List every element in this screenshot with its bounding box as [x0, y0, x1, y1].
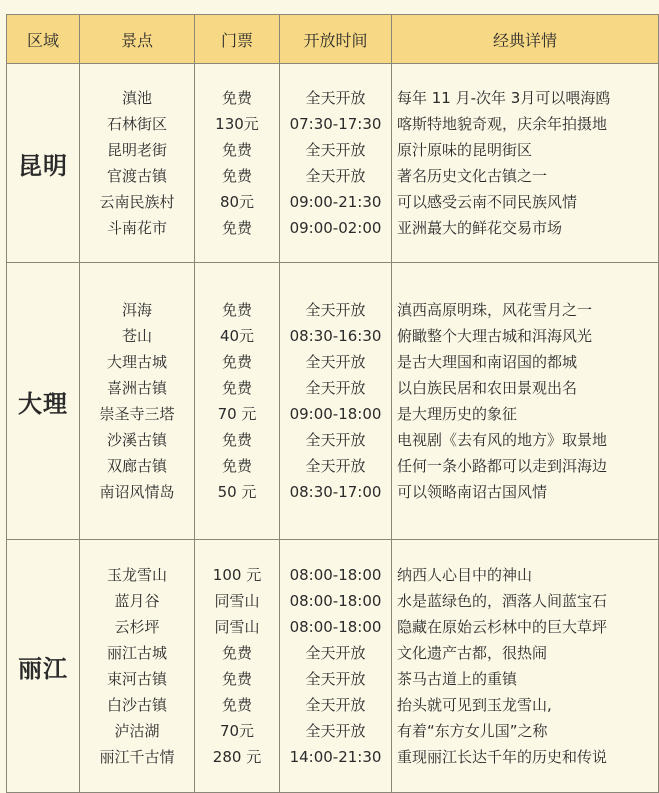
detail-cell	[392, 263, 659, 540]
spot-name: 云南民族村	[99, 193, 175, 211]
hours-cell	[280, 540, 392, 793]
ticket-price: 免费	[221, 141, 252, 159]
ticket-price: 同雪山	[214, 618, 260, 636]
hours-cell	[280, 263, 392, 540]
opening-hours: 09:00-21:30	[289, 193, 382, 211]
opening-hours: 全天开放	[305, 167, 366, 185]
opening-hours: 08:30-17:00	[289, 483, 382, 501]
region-kunming-row	[7, 64, 659, 263]
ticket-price: 免费	[221, 457, 252, 475]
opening-hours: 全天开放	[305, 644, 366, 662]
spot-name: 洱海	[121, 301, 152, 319]
spot-name: 沙溪古镇	[106, 431, 167, 449]
region-name: 昆明	[7, 64, 80, 263]
opening-hours: 09:00-02:00	[289, 219, 382, 237]
ticket-cell	[195, 540, 280, 793]
ticket-price: 免费	[221, 696, 252, 714]
region-dali-row	[7, 263, 659, 540]
ticket-price: 免费	[221, 219, 252, 237]
spot-name: 泸沽湖	[114, 722, 160, 740]
opening-hours: 全天开放	[305, 457, 366, 475]
ticket-price: 70元	[219, 722, 255, 740]
spot-name: 苍山	[121, 327, 152, 345]
ticket-price: 130元	[215, 115, 259, 133]
spot-detail: 滇西高原明珠，风花雪月之一	[397, 301, 593, 319]
ticket-price: 免费	[221, 301, 252, 319]
opening-hours: 全天开放	[305, 431, 366, 449]
opening-hours: 全天开放	[305, 670, 366, 688]
ticket-price: 100 元	[212, 566, 262, 584]
spot-name: 丽江千古情	[99, 748, 175, 766]
region-name: 大理	[7, 263, 80, 540]
ticket-price: 免费	[221, 670, 252, 688]
header-spot: 景点	[80, 15, 195, 64]
spot-detail: 抬头就可见到玉龙雪山,	[397, 696, 552, 714]
header-detail: 经典详情	[392, 15, 659, 64]
spot-name: 束河古镇	[106, 670, 167, 688]
spot-detail: 电视剧《去有风的地方》取景地	[397, 431, 608, 449]
spot-detail: 每年 11 月-次年 3月可以喂海鸥	[397, 89, 611, 107]
opening-hours: 07:30-17:30	[289, 115, 382, 133]
spot-name: 崇圣寺三塔	[99, 405, 175, 423]
spot-detail: 茶马古道上的重镇	[397, 670, 518, 688]
detail-cell	[392, 64, 659, 263]
spot-detail: 可以领略南诏古国风情	[397, 483, 548, 501]
ticket-price: 50 元	[217, 483, 257, 501]
opening-hours: 全天开放	[305, 301, 366, 319]
header-ticket: 门票	[195, 15, 280, 64]
spot-detail: 水是蓝绿色的，酒落人间蓝宝石	[397, 592, 608, 610]
attractions-table	[6, 14, 659, 793]
spot-detail: 隐藏在原始云杉林中的巨大草坪	[397, 618, 608, 636]
ticket-cell	[195, 263, 280, 540]
opening-hours: 全天开放	[305, 696, 366, 714]
opening-hours: 14:00-21:30	[289, 748, 382, 766]
spot-name: 石林街区	[106, 115, 167, 133]
ticket-price: 免费	[221, 644, 252, 662]
spot-detail: 是大理历史的象征	[397, 405, 518, 423]
ticket-price: 免费	[221, 167, 252, 185]
ticket-price: 40元	[219, 327, 255, 345]
opening-hours: 全天开放	[305, 89, 366, 107]
ticket-price: 免费	[221, 379, 252, 397]
spot-detail: 任何一条小路都可以走到洱海边	[397, 457, 608, 475]
spot-name-cell	[80, 540, 195, 793]
spot-name: 丽江古城	[106, 644, 167, 662]
spot-name-cell	[80, 64, 195, 263]
ticket-price: 免费	[221, 353, 252, 371]
spot-detail: 俯瞰整个大理古城和洱海风光	[397, 327, 593, 345]
spot-detail: 亚洲蕞大的鲜花交易市场	[397, 219, 563, 237]
spot-name: 官渡古镇	[106, 167, 167, 185]
spot-name: 蓝月谷	[114, 592, 160, 610]
spot-detail: 重现丽江长达千年的历史和传说	[397, 748, 608, 766]
detail-cell	[392, 540, 659, 793]
spot-name: 滇池	[121, 89, 152, 107]
opening-hours: 全天开放	[305, 353, 366, 371]
opening-hours: 08:30-16:30	[289, 327, 382, 345]
spot-detail: 有着“东方女儿国”之称	[397, 722, 548, 740]
spot-name-cell	[80, 263, 195, 540]
spot-detail: 是古大理国和南诏国的都城	[397, 353, 578, 371]
opening-hours: 08:00-18:00	[289, 618, 382, 636]
ticket-cell	[195, 64, 280, 263]
spot-name: 喜洲古镇	[106, 379, 167, 397]
spot-name: 白沙古镇	[106, 696, 167, 714]
header-row	[7, 15, 659, 64]
region-name: 丽江	[7, 540, 80, 793]
ticket-price: 免费	[221, 89, 252, 107]
spot-name: 双廊古镇	[106, 457, 167, 475]
ticket-price: 80元	[219, 193, 255, 211]
spot-detail: 可以感受云南不同民族风情	[397, 193, 578, 211]
ticket-price: 免费	[221, 431, 252, 449]
opening-hours: 09:00-18:00	[289, 405, 382, 423]
opening-hours: 全天开放	[305, 722, 366, 740]
spot-name: 大理古城	[106, 353, 167, 371]
ticket-price: 同雪山	[214, 592, 260, 610]
header-hours: 开放时间	[280, 15, 392, 64]
region-lijiang-row	[7, 540, 659, 793]
opening-hours: 08:00-18:00	[289, 566, 382, 584]
spot-name: 南诏风情岛	[99, 483, 175, 501]
spot-detail: 纳西人心目中的神山	[397, 566, 533, 584]
ticket-price: 280 元	[212, 748, 262, 766]
opening-hours: 全天开放	[305, 141, 366, 159]
spot-detail: 文化遗产古都，很热闹	[397, 644, 548, 662]
spot-name: 昆明老街	[106, 141, 167, 159]
spot-detail: 以白族民居和农田景观出名	[397, 379, 578, 397]
spot-detail: 喀斯特地貌奇观，庆余年拍摄地	[397, 115, 608, 133]
opening-hours: 08:00-18:00	[289, 592, 382, 610]
hours-cell	[280, 64, 392, 263]
spot-name: 玉龙雪山	[106, 566, 167, 584]
spot-name: 斗南花市	[106, 219, 167, 237]
header-region: 区域	[7, 15, 80, 64]
ticket-price: 70 元	[217, 405, 257, 423]
spot-detail: 原汁原味的昆明街区	[397, 141, 533, 159]
spot-name: 云杉坪	[114, 618, 160, 636]
spot-detail: 著名历史文化古镇之一	[397, 167, 548, 185]
opening-hours: 全天开放	[305, 379, 366, 397]
